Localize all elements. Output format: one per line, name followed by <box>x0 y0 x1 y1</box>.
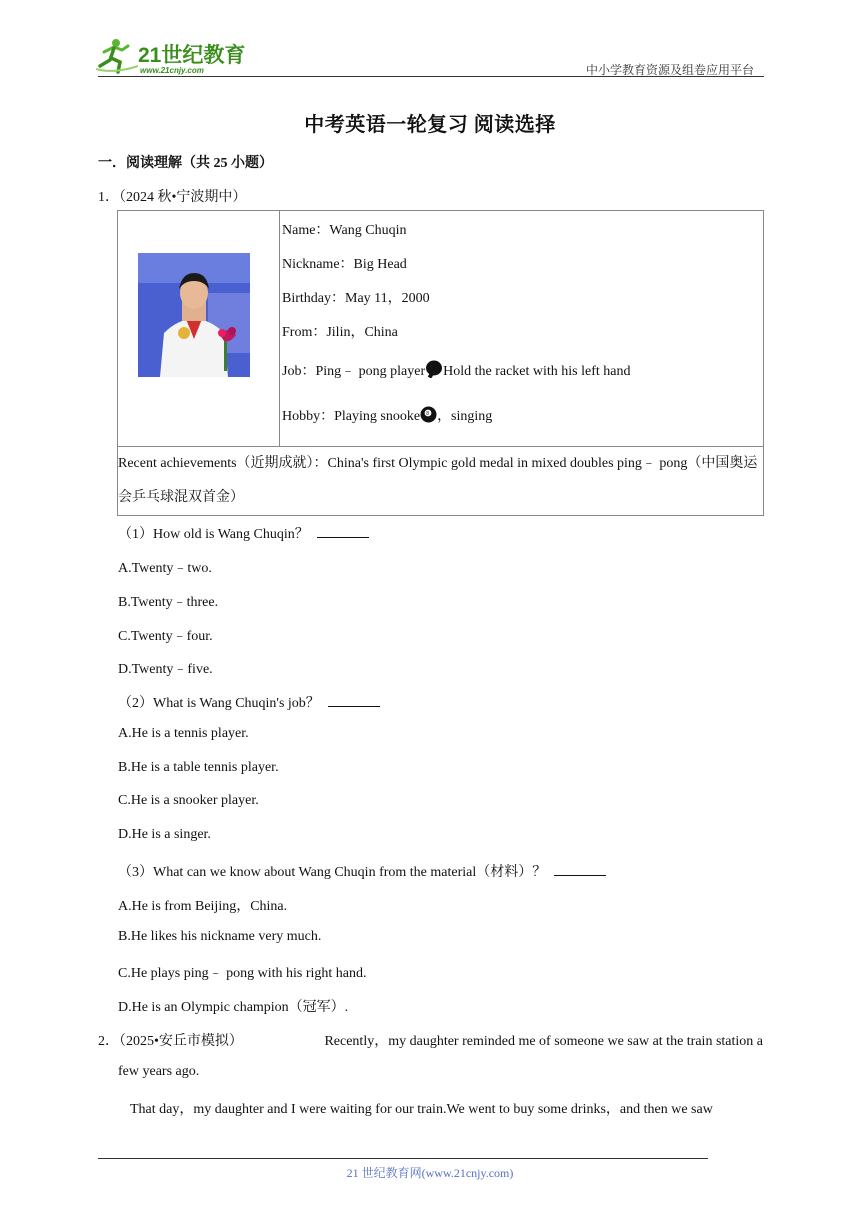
section-heading: 一．阅读理解（共 25 小题） <box>98 156 273 171</box>
header-divider <box>98 76 764 77</box>
option-a: A.Twenty﹣two. <box>118 561 212 576</box>
runner-logo-icon <box>94 36 264 76</box>
info-job-prefix: Job：Ping﹣ pong player <box>282 364 426 379</box>
platform-label: 中小学教育资源及组卷应用平台 <box>585 63 754 77</box>
subquestion-text: （1）How old is Wang Chuqin？ <box>118 527 309 542</box>
option-d: D.Twenty﹣five. <box>118 662 213 677</box>
question-1-header <box>98 186 246 206</box>
subquestion-1 <box>118 523 369 543</box>
info-hobby-suffix: ，singing <box>437 409 493 424</box>
question-source: （2024 秋•宁波期中） <box>119 190 247 205</box>
option-c: C.He plays ping﹣ pong with his right hand. <box>118 966 367 981</box>
option-b: B.He likes his nickname very much. <box>118 929 322 944</box>
logo-title: 21世纪教育 <box>138 44 246 67</box>
subquestion-2 <box>118 692 380 712</box>
option-d: D.He is an Olympic champion（冠军）. <box>118 1000 349 1015</box>
footer-divider <box>98 1158 708 1159</box>
option-c: C.Twenty﹣four. <box>118 629 213 644</box>
logo-url: www.21cnjy.com <box>140 66 204 75</box>
profile-card <box>117 210 764 516</box>
option-d: D.He is a singer. <box>118 827 211 842</box>
svg-text:8: 8 <box>426 411 430 418</box>
snooker-ball-icon <box>420 397 437 443</box>
question-source: （2025•安丘市模拟） <box>119 1034 243 1049</box>
info-nickname: Nickname：Big Head <box>282 257 407 272</box>
footer-link[interactable]: 21 世纪教育网(www.21cnjy.com) <box>346 1166 514 1180</box>
question-number: 2． <box>98 1034 119 1049</box>
answer-blank[interactable] <box>328 694 380 707</box>
site-logo <box>94 36 264 76</box>
option-a: A.He is from Beijing，China. <box>118 899 288 914</box>
option-b: B.Twenty﹣three. <box>118 595 219 610</box>
answer-blank[interactable] <box>317 525 369 538</box>
subquestion-3 <box>118 861 606 881</box>
info-cell <box>280 211 764 447</box>
subquestion-text: （3）What can we know about Wang Chuqin from the material（材料）？ <box>118 865 547 880</box>
option-b: B.He is a table tennis player. <box>118 760 279 775</box>
achievements-cell: Recent achievements（近期成就）：China's first Olympic gold medal in mixed doubles ping﹣ pong（中国奥运会乒乓球混双首金） <box>118 447 764 516</box>
answer-blank[interactable] <box>554 863 606 876</box>
info-job <box>280 350 763 394</box>
question-number: 1． <box>98 190 119 205</box>
info-hobby-prefix: Hobby：Playing snooke <box>282 409 421 424</box>
info-birthday: Birthday：May 11，2000 <box>282 291 430 306</box>
photo-cell <box>118 211 280 447</box>
passage-line-1: Recently，my daughter reminded me of someone we saw at the train station a <box>324 1034 763 1049</box>
ping-pong-paddle-icon <box>425 353 443 397</box>
info-hobby <box>280 394 763 440</box>
info-from: From：Jilin，China <box>282 325 398 340</box>
option-a: A.He is a tennis player. <box>118 726 249 741</box>
passage-line-3: That day，my daughter and I were waiting for our train.We went to buy some drinks，and then we saw <box>130 1102 713 1117</box>
athlete-photo <box>138 253 250 377</box>
page-title: 中考英语一轮复习 阅读选择 <box>304 114 556 136</box>
info-job-suffix: Hold the racket with his left hand <box>443 364 631 379</box>
subquestion-text: （2）What is Wang Chuqin's job？ <box>118 696 320 711</box>
option-c: C.He is a snooker player. <box>118 793 259 808</box>
info-name: Name：Wang Chuqin <box>282 223 407 238</box>
passage-line-2: few years ago. <box>118 1064 200 1079</box>
